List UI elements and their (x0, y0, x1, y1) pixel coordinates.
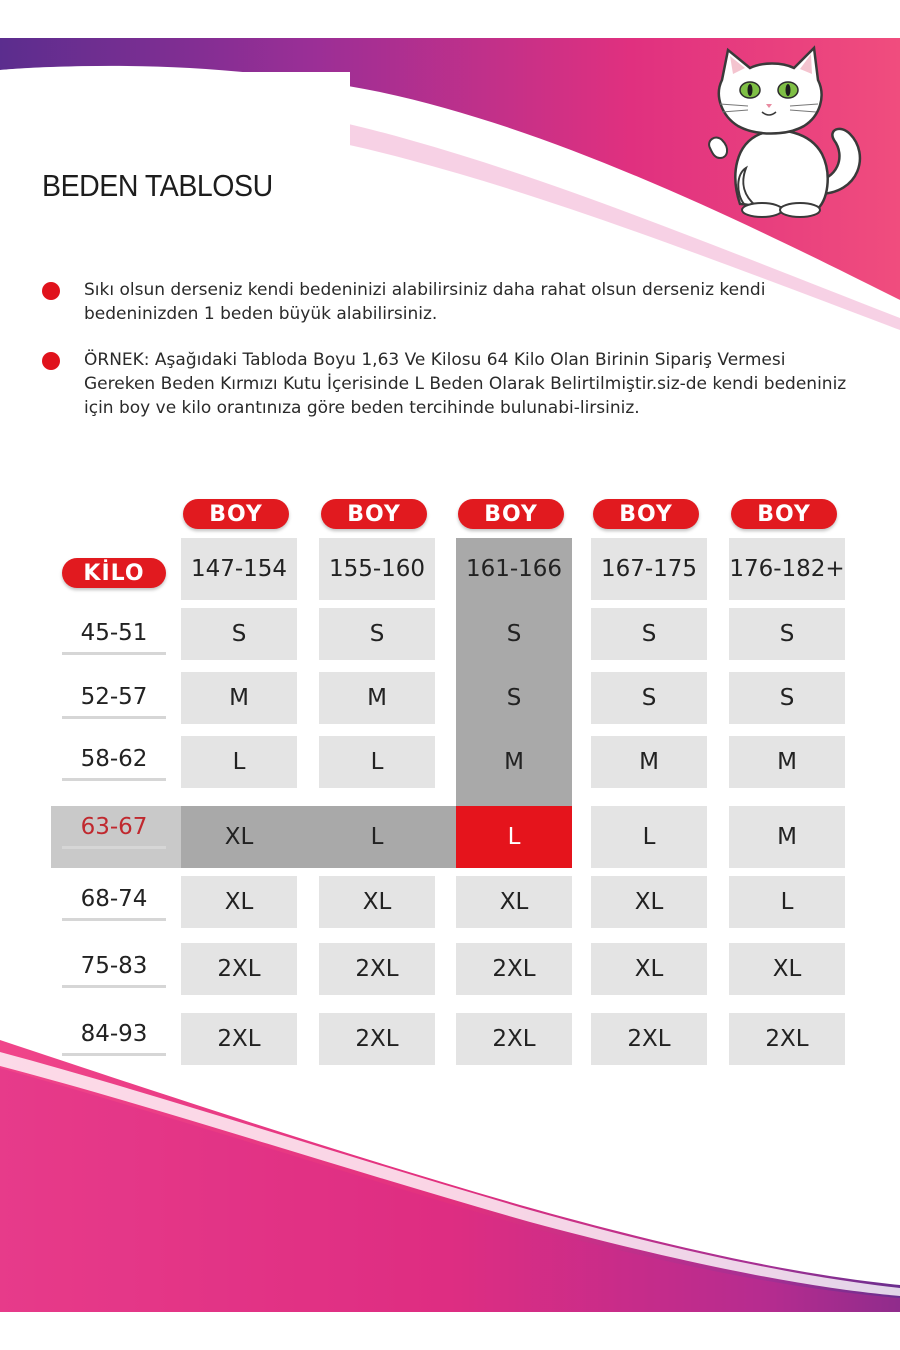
weight-label: 84-93 (62, 1021, 166, 1056)
bullet-icon (42, 352, 60, 370)
notes-list (40, 278, 860, 442)
size-cell: XL (456, 876, 572, 928)
height-header-cell: 147-154 (181, 538, 297, 600)
height-header-cell: 167-175 (591, 538, 707, 600)
size-cell: 2XL (319, 1013, 435, 1065)
boy-badge: BOY (458, 499, 564, 529)
size-cell: S (591, 672, 707, 724)
kilo-badge: KİLO (62, 558, 166, 588)
size-cell: M (456, 736, 572, 788)
size-cell: L (729, 876, 845, 928)
size-cell: M (729, 736, 845, 788)
size-cell: M (591, 736, 707, 788)
size-cell: XL (181, 876, 297, 928)
boy-badge: BOY (321, 499, 427, 529)
size-cell: XL (591, 876, 707, 928)
note-item (40, 278, 860, 326)
size-cell: XL (181, 806, 297, 868)
size-cell: S (319, 608, 435, 660)
note-text: ÖRNEK: Aşağıdaki Tabloda Boyu 1,63 Ve Kilosu 64 Kilo Olan Birinin Sipariş Vermesi Gereken Beden Kırmızı Kutu İçerisinde L Beden Olarak Belirtilmiştir.siz-de kendi bedeniniz için boy ve kilo orantınıza göre beden tercihinde bulunabi-lirsiniz. (84, 350, 847, 418)
size-cell: S (591, 608, 707, 660)
size-cell: L (319, 806, 435, 868)
size-cell: L (591, 806, 707, 868)
size-cell: M (181, 672, 297, 724)
size-cell: M (729, 806, 845, 868)
size-cell: 2XL (456, 1013, 572, 1065)
size-cell: 2XL (456, 943, 572, 995)
weight-label: 45-51 (62, 620, 166, 655)
size-cell: 2XL (319, 943, 435, 995)
note-item (40, 348, 860, 420)
weight-label: 52-57 (62, 684, 166, 719)
size-cell: M (319, 672, 435, 724)
size-cell: 2XL (181, 943, 297, 995)
size-cell: S (729, 608, 845, 660)
height-header-cell: 155-160 (319, 538, 435, 600)
weight-label: 58-62 (62, 746, 166, 781)
note-text: Sıkı olsun derseniz kendi bedeninizi alabilirsiniz daha rahat olsun derseniz kendi bedeninizden 1 beden büyük alabilirsiniz. (84, 280, 766, 324)
size-cell: S (729, 672, 845, 724)
size-cell: XL (319, 876, 435, 928)
boy-badge: BOY (593, 499, 699, 529)
weight-label: 75-83 (62, 953, 166, 988)
height-header-cell: 161-166 (456, 538, 572, 600)
bullet-icon (42, 282, 60, 300)
size-cell: XL (591, 943, 707, 995)
size-cell: L (456, 806, 572, 868)
size-cell: S (456, 608, 572, 660)
weight-label: 63-67 (62, 814, 166, 849)
size-cell: L (319, 736, 435, 788)
size-cell: 2XL (591, 1013, 707, 1065)
boy-badge: BOY (731, 499, 837, 529)
cat-logo-illustration (700, 44, 870, 220)
size-cell: 2XL (181, 1013, 297, 1065)
size-cell: S (181, 608, 297, 660)
boy-badge: BOY (183, 499, 289, 529)
page-title: BEDEN TABLOSU (42, 168, 273, 203)
height-header-cell: 176-182+ (729, 538, 845, 600)
size-cell: XL (729, 943, 845, 995)
weight-label: 68-74 (62, 886, 166, 921)
size-cell: L (181, 736, 297, 788)
size-cell: 2XL (729, 1013, 845, 1065)
size-cell: S (456, 672, 572, 724)
